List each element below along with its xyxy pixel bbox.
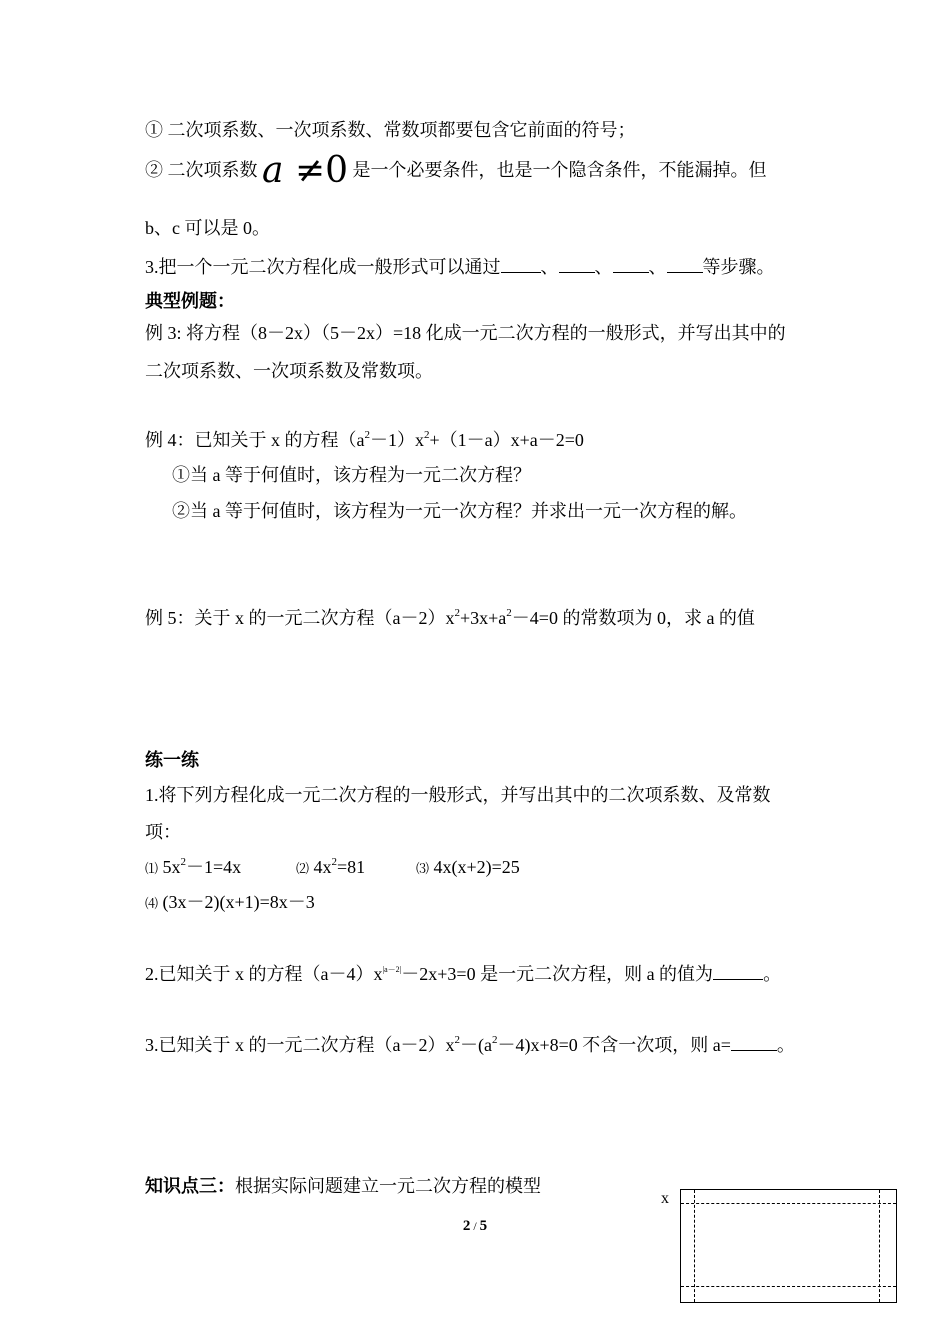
page-footer xyxy=(0,1218,950,1235)
example-4-question-2: ②当 a 等于何值时，该方程为一元一次方程？并求出一元一次方程的解。 xyxy=(172,501,747,521)
separator: 、 xyxy=(648,257,667,277)
example-3-line-1: 例 3: 将方程（8－2x）（5－2x）=18 化成一元二次方程的一般形式，并写出其中的 xyxy=(145,323,786,343)
math-var-a: a xyxy=(262,150,284,191)
note-2 xyxy=(145,150,767,191)
practice-1-line-1: 1.将下列方程化成一元二次方程的一般形式，并写出其中的二次项系数、及常数 xyxy=(145,785,771,805)
blank-answer-a[interactable] xyxy=(713,961,763,980)
knowledge-point-3 xyxy=(145,1174,541,1198)
question-3-prefix: 3.把一个一元二次方程化成一般形式可以通过 xyxy=(145,257,501,277)
equation-number: ⑴ xyxy=(145,861,159,876)
period: 。 xyxy=(763,964,782,984)
period: 。 xyxy=(776,1035,795,1055)
rectangle-figure xyxy=(680,1189,897,1303)
practice-1-line-2: 项： xyxy=(145,822,181,842)
equation-part: =81 xyxy=(337,857,366,877)
math-condition xyxy=(262,150,348,191)
practice-1-equation-2 xyxy=(296,855,365,881)
page-separator: / xyxy=(470,1219,480,1233)
equation-number: ⑵ xyxy=(296,861,310,876)
separator: 、 xyxy=(540,257,559,277)
equation-part: －1=4x xyxy=(186,857,242,877)
equation-number: ⑷ xyxy=(145,896,159,911)
practice-heading: 练一练 xyxy=(145,750,199,770)
equation-part: 5x xyxy=(158,857,181,877)
equation-part: 4x(x+2)=25 xyxy=(429,857,520,877)
note-2-continued: b、c 可以是 0。 xyxy=(145,218,270,238)
example-3-line-2: 二次项系数、一次项系数及常数项。 xyxy=(145,361,433,381)
knowledge-label: 知识点三： xyxy=(145,1176,235,1196)
superscript: 2 xyxy=(506,607,512,619)
practice-2-part-b: －2x+3=0 是一元二次方程，则 a 的值为 xyxy=(401,964,714,984)
practice-3 xyxy=(145,1032,795,1057)
exponent-abs: |a－2| xyxy=(382,965,402,974)
math-zero: 0 xyxy=(325,150,348,191)
page-number: 2 xyxy=(462,1218,471,1234)
practice-3-part-a: 3.已知关于 x 的一元二次方程（a－2）x xyxy=(145,1035,455,1055)
superscript: 2 xyxy=(180,856,187,868)
example-4-part-b: －1）x xyxy=(370,430,424,450)
equation-part: 4x xyxy=(309,857,332,877)
example-5 xyxy=(145,606,755,630)
practice-1-equation-3 xyxy=(416,855,520,881)
blank-answer-a[interactable] xyxy=(731,1032,777,1051)
example-4 xyxy=(145,428,584,452)
example-5-part-b: +3x+a xyxy=(460,608,507,628)
practice-2-part-a: 2.已知关于 x 的方程（a－4）x xyxy=(145,964,383,984)
blank-step-4[interactable] xyxy=(667,254,703,273)
math-neq: ≠ xyxy=(294,150,326,191)
practice-3-part-c: －4)x+8=0 不含一次项，则 a= xyxy=(497,1035,731,1055)
equation-part: (3x－2)(x+1)=8x－3 xyxy=(158,892,315,912)
superscript: 2 xyxy=(454,1034,460,1046)
superscript: 2 xyxy=(424,429,430,441)
blank-step-1[interactable] xyxy=(501,254,541,273)
separator: 、 xyxy=(594,257,613,277)
superscript: 2 xyxy=(491,1034,498,1046)
superscript: 2 xyxy=(454,607,460,619)
practice-1-equation-1 xyxy=(145,855,241,881)
note-2-prefix: ② 二次项系数 xyxy=(145,160,258,180)
example-4-question-1: ①当 a 等于何值时，该方程为一元二次方程？ xyxy=(172,465,531,485)
example-5-part-a: 例 5：关于 x 的一元二次方程（a－2）x xyxy=(145,608,455,628)
dashed-line-top xyxy=(681,1203,896,1204)
page-total: 5 xyxy=(479,1218,488,1234)
blank-step-2[interactable] xyxy=(559,254,595,273)
blank-step-3[interactable] xyxy=(613,254,649,273)
practice-2 xyxy=(145,961,781,986)
knowledge-text: 根据实际问题建立一元二次方程的模型 xyxy=(235,1176,541,1196)
superscript: 2 xyxy=(331,856,338,868)
question-3-suffix: 等步骤。 xyxy=(702,257,775,277)
practice-3-part-b: －(a xyxy=(460,1035,492,1055)
examples-heading: 典型例题： xyxy=(145,291,235,311)
question-3-steps xyxy=(145,254,775,279)
figure-label-x: x xyxy=(661,1190,669,1207)
equation-number: ⑶ xyxy=(416,861,430,876)
practice-1-equation-4 xyxy=(145,890,315,916)
example-4-part-c: +（1－a）x+a－2=0 xyxy=(429,430,584,450)
example-5-part-c: －4=0 的常数项为 0，求 a 的值 xyxy=(511,608,755,628)
superscript: 2 xyxy=(364,429,370,441)
note-1: ① 二次项系数、一次项系数、常数项都要包含它前面的符号； xyxy=(145,120,636,140)
dashed-line-bottom xyxy=(681,1286,896,1287)
example-4-part-a: 例 4：已知关于 x 的方程（a xyxy=(145,430,365,450)
note-2-suffix: 是一个必要条件，也是一个隐含条件，不能漏掉。但 xyxy=(352,160,767,180)
